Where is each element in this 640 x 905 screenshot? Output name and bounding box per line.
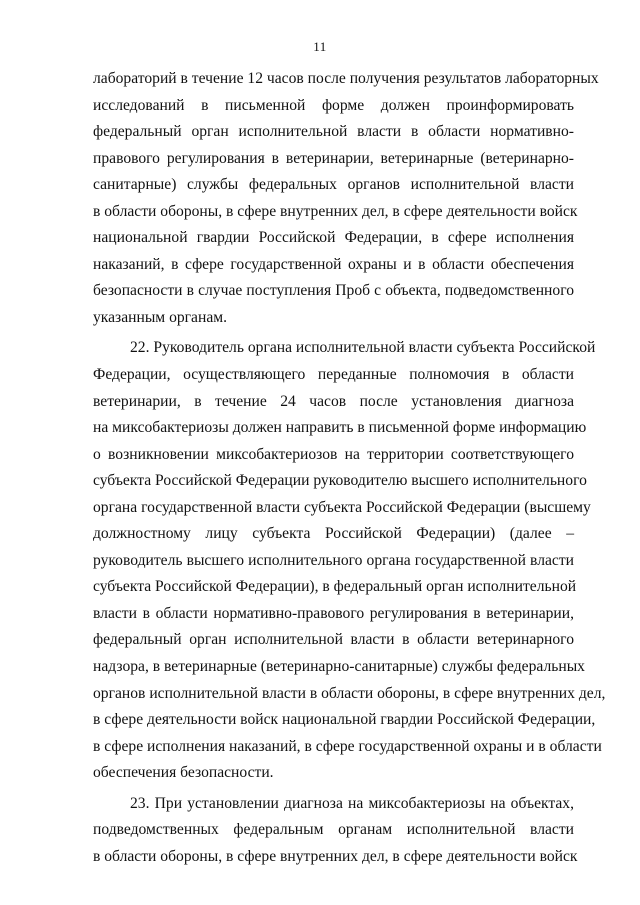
paragraph-22 (93, 335, 606, 786)
text-line: о возникновении миксобактериозов на территории соответствующего (93, 445, 574, 463)
text-line: подведомственных федеральным органам исполнительной власти (93, 821, 574, 839)
text-line: 22. Руководитель органа исполнительной власти субъекта Российской (130, 339, 596, 357)
text-line: Федерации, осуществляющего переданные полномочия в области (93, 366, 574, 384)
document-body (93, 66, 606, 870)
text-line: исследований в письменной форме должен проинформировать (93, 96, 574, 114)
text-line: надзора, в ветеринарные (ветеринарно-санитарные) службы федеральных (93, 658, 585, 676)
text-line: лабораторий в течение 12 часов после получения результатов лабораторных (93, 70, 599, 87)
text-line: должностному лицу субъекта Российской Федерации) (далее – (93, 525, 574, 543)
text-line: правового регулирования в ветеринарии, ветеринарные (ветеринарно- (93, 149, 574, 167)
paragraph-23 (93, 791, 578, 871)
text-line: власти в области нормативно-правового регулирования в ветеринарии, (93, 604, 574, 622)
text-line: наказаний, в сфере государственной охраны и в области обеспечения (93, 255, 574, 273)
text-line: санитарные) службы федеральных органов исполнительной власти (93, 176, 574, 194)
text-line: указанным органам. (93, 308, 228, 326)
text-line: на миксобактериозы должен направить в письменной форме информацию (93, 419, 587, 437)
text-line: органа государственной власти субъекта Российской Федерации (высшему (93, 498, 591, 516)
paragraph-continuation (93, 66, 599, 331)
text-line: в сфере исполнения наказаний, в сфере государственной охраны и в области (93, 737, 602, 755)
text-line: ветеринарии, в течение 24 часов после установления диагноза (93, 392, 574, 410)
text-line: национальной гвардии Российской Федерации, в сфере исполнения (93, 229, 574, 247)
text-line: в области обороны, в сфере внутренних дел, в сфере деятельности войск (93, 202, 578, 220)
text-line: 23. При установлении диагноза на миксобактериозы на объектах, (130, 794, 574, 812)
text-line: обеспечения безопасности. (93, 764, 274, 782)
text-line: федеральный орган исполнительной власти в области ветеринарного (93, 631, 574, 649)
text-line: безопасности в случае поступления Проб с объекта, подведомственного (93, 282, 574, 300)
page-number: 11 (313, 39, 327, 54)
text-line: федеральный орган исполнительной власти в области нормативно- (93, 123, 574, 141)
text-line: субъекта Российской Федерации руководителю высшего исполнительного (93, 472, 587, 490)
text-line: в сфере деятельности войск национальной гвардии Российской Федерации, (93, 711, 596, 729)
text-line: в области обороны, в сфере внутренних дел, в сфере деятельности войск (93, 847, 578, 865)
text-line: руководитель высшего исполнительного органа государственной власти (93, 551, 574, 569)
text-line: органов исполнительной власти в области обороны, в сфере внутренних дел, (93, 684, 606, 702)
text-line: субъекта Российской Федерации), в федеральный орган исполнительной (93, 578, 577, 596)
